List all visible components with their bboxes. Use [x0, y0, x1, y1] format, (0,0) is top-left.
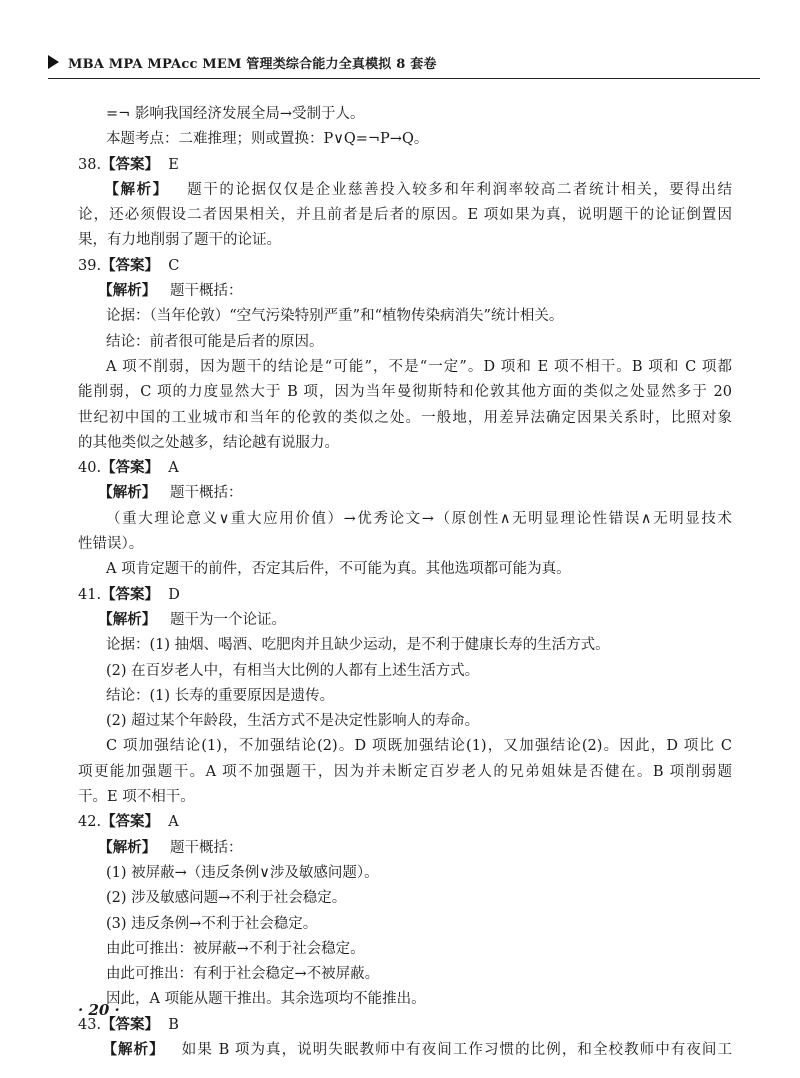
text-line: C 项加强结论(1)，不加强结论(2)。D 项既加强结论(1)，又加强结论(2)。因此，D 项比 C	[106, 738, 732, 755]
answer-label: 【答案】	[101, 257, 160, 274]
text-line: (2) 超过某个年龄段，生活方式不是决定性影响人的寿命。	[106, 713, 480, 730]
text-line: A 项肯定题干的前件，否定其后件，不可能为真。其他选项都可能为真。	[106, 561, 571, 578]
text-line	[78, 279, 732, 304]
text-line: A 项不削弱，因为题干的结论是“可能”，不是“一定”。D 项和 E 项不相干。B 项和 C 项都	[106, 358, 732, 375]
text-line	[78, 153, 732, 178]
text-line: (2) 涉及敏感问题→不利于社会稳定。	[106, 890, 347, 907]
text-line: 论，还必须假设二者因果相关，并且前者是后者的原因。E 项如果为真，说明题干的论证倒置因	[78, 207, 732, 224]
text-line: 干。E 项不相干。	[78, 789, 195, 806]
text-line	[78, 1038, 732, 1063]
text-segment: C	[159, 257, 180, 274]
text-segment: 题干概括：	[156, 283, 243, 300]
text-line: =¬ 影响我国经济发展全局→受制于人。	[106, 106, 365, 122]
text-line	[78, 254, 732, 279]
text-line: 项更能加强题干。A 项不加强题干，因为并未断定百岁老人的兄弟姐妹是否健在。B 项削弱题	[78, 763, 732, 780]
header-title: MBA MPA MPAcc MEM 管理类综合能力全真模拟 8 套卷	[68, 57, 437, 72]
question-number: 41.	[78, 586, 102, 603]
text-line: (3) 违反条例→不利于社会稳定。	[106, 915, 318, 932]
text-line: 由此可推出：被屏蔽→不利于社会稳定。	[106, 940, 365, 957]
page-number: · 20 ·	[78, 1001, 120, 1019]
question-number: 43.	[78, 1016, 102, 1033]
answer-label: 【答案】	[101, 460, 160, 477]
text-line	[78, 810, 732, 835]
question-number: 42.	[78, 814, 102, 831]
answer-label: 【解析】	[78, 181, 169, 198]
answer-label: 【解析】	[78, 485, 157, 502]
answer-label: 【解析】	[78, 283, 157, 300]
answer-label: 【解析】	[78, 1041, 165, 1058]
text-line: 论据：(1) 抽烟、喝酒、吃肥肉并且缺少运动，是不利于健康长寿的生活方式。	[106, 637, 610, 654]
page-content	[78, 102, 732, 1063]
answer-label: 【答案】	[101, 586, 160, 603]
question-number: 40.	[78, 460, 102, 477]
text-segment: 题干概括：	[156, 839, 243, 856]
triangle-marker-icon	[48, 55, 59, 69]
text-line	[78, 481, 732, 506]
answer-label: 【答案】	[101, 814, 160, 831]
text-segment: A	[159, 460, 179, 477]
text-segment: 如果 B 项为真，说明失眠教师中有夜间工作习惯的比例，和全校教师中有夜间工	[164, 1041, 732, 1058]
answer-label: 【解析】	[78, 611, 157, 628]
text-line	[78, 456, 732, 481]
text-line	[78, 178, 732, 203]
text-line: 因此，A 项能从题干推出。其余选项均不能推出。	[106, 991, 426, 1008]
answer-label: 【解析】	[78, 839, 157, 856]
text-line: 性错误）。	[78, 536, 144, 553]
text-line: (2) 在百岁老人中，有相当大比例的人都有上述生活方式。	[106, 662, 480, 679]
text-line: (1) 被屏蔽→（违反条例∨涉及敏感问题）。	[106, 864, 379, 881]
answer-label: 【答案】	[101, 1016, 160, 1033]
text-line	[78, 608, 732, 633]
text-line: 能削弱，C 项的力度显然大于 B 项，因为当年曼彻斯特和伦敦其他方面的类似之处显然多于 20	[78, 384, 732, 401]
text-line: 果，有力地削弱了题干的论证。	[78, 232, 281, 249]
text-line: （重大理论意义∨重大应用价值）→优秀论文→（原创性∧无明显理论性错误∧无明显技术	[106, 510, 732, 527]
text-segment: A	[159, 814, 179, 831]
text-segment: 题干的论据仅仅是企业慈善投入较多和年利润率较高二者统计相关，要得出结	[168, 181, 732, 198]
text-segment: B	[159, 1016, 179, 1033]
text-segment: E	[159, 156, 179, 173]
text-line: 结论：(1) 长寿的重要原因是遗传。	[106, 687, 335, 704]
text-line	[78, 1013, 732, 1038]
text-line	[78, 836, 732, 861]
text-line: 本题考点：二难推理；则或置换：P∨Q=¬P→Q。	[106, 131, 429, 148]
question-number: 39.	[78, 257, 102, 274]
text-segment: 题干为一个论证。	[156, 611, 287, 628]
question-number: 38.	[78, 156, 102, 173]
text-line: 的其他类似之处越多，结论越有说服力。	[78, 434, 339, 451]
page-header	[48, 48, 760, 79]
text-line: 世纪初中国的工业城市和当年的伦敦的类似之处。一般地，用差异法确定因果关系时，比照对象	[78, 409, 732, 426]
text-line: 由此可推出：有利于社会稳定→不被屏蔽。	[106, 966, 380, 983]
text-segment: D	[159, 586, 180, 603]
text-segment: 题干概括：	[156, 485, 243, 502]
answer-label: 【答案】	[101, 156, 160, 173]
text-line: 论据：（当年伦敦）“空气污染特别严重”和“植物传染病消失”统计相关。	[106, 308, 564, 325]
text-line: 结论：前者很可能是后者的原因。	[106, 333, 324, 350]
text-line	[78, 583, 732, 608]
